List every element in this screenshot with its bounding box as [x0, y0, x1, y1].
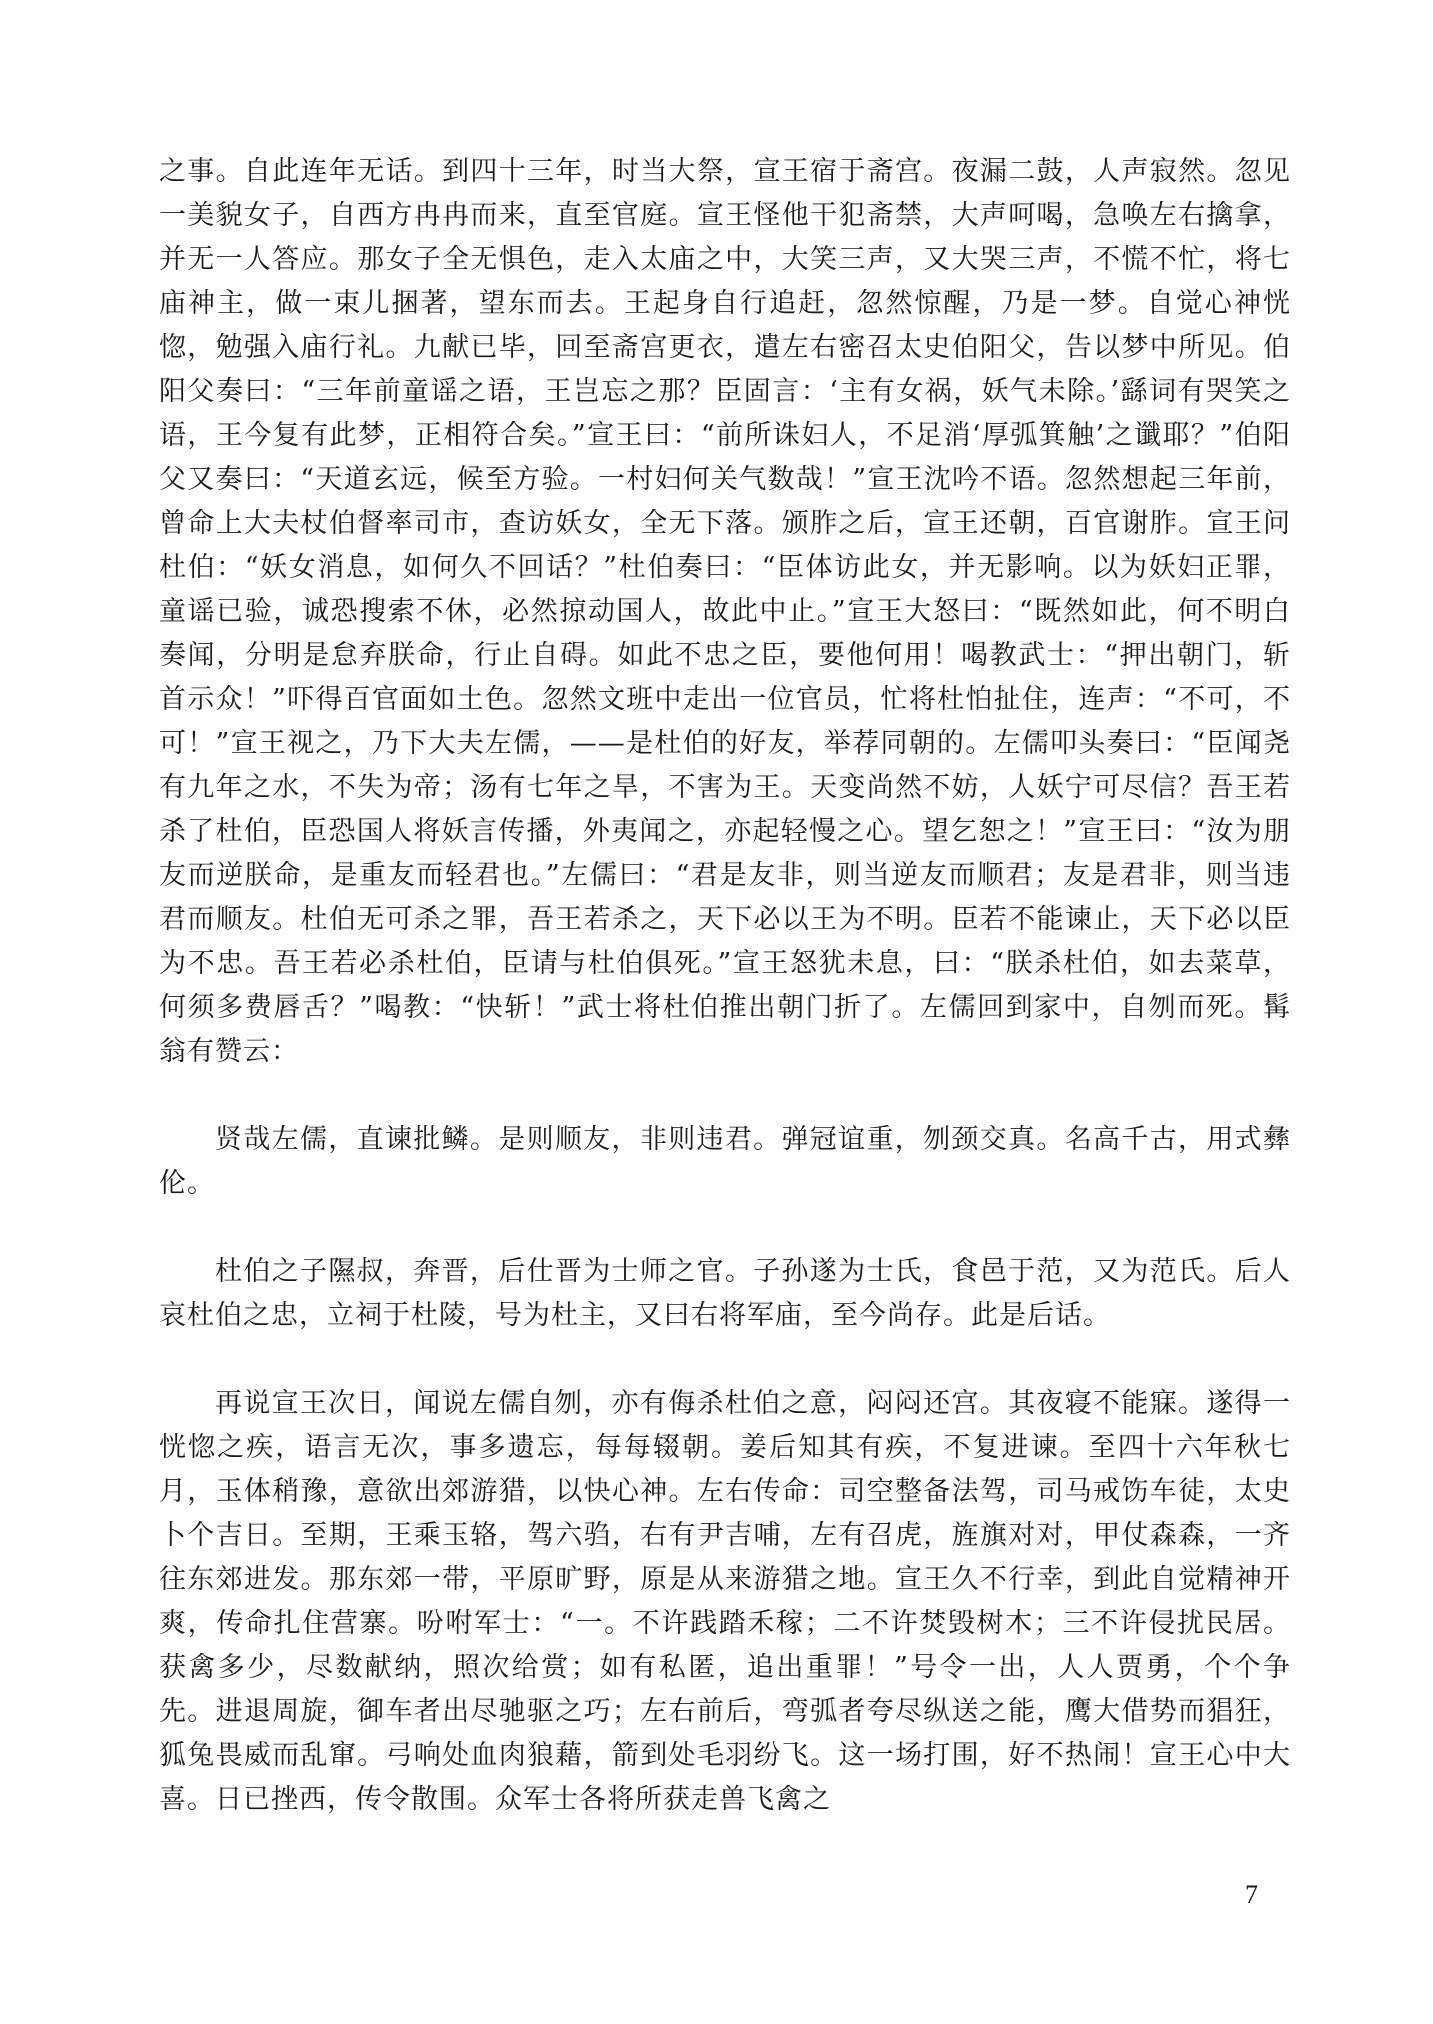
- paragraph-dream-story: 之事。自此连年无话。到四十三年，时当大祭，宣王宿于斋宫。夜漏二鼓，人声寂然。忽见一美貌女子，自西方冉冉而来，直至官庭。宣王怪他干犯斋禁，大声呵喝，急唤左右擒拿，并无一人答应。那女子全无惧色，走入太庙之中，大笑三声，又大哭三声，不慌不忙，将七庙神主，做一束儿捆著，望东而去。王起身自行追赶，忽然惊醒，乃是一梦。自觉心神恍惚，勉强入庙行礼。九献已毕，回至斋宫更衣，遣左右密召太史伯阳父，告以梦中所见。伯阳父奏曰：“三年前童谣之语，王岂忘之那？臣固言：‘主有女祸，妖气未除。’繇词有哭笑之语，王今复有此梦，正相符合矣。”宣王曰：“前所诛妇人，不足消‘厚弧箕触’之谶耶？”伯阳父又奏曰：“天道玄远，候至方验。一村妇何关气数哉！”宣王沈吟不语。忽然想起三年前，曾命上大夫杖伯督率司市，查访妖女，全无下落。颁胙之后，宣王还朝，百官谢胙。宣王问杜伯：“妖女消息，如何久不回话？”杜伯奏曰：“臣体访此女，并无影响。以为妖妇正罪，童谣已验，诚恐搜索不休，必然掠动国人，故此中止。”宣王大怒曰：“既然如此，何不明白奏闻，分明是怠弃朕命，行止自碍。如此不忠之臣，要他何用！喝教武士：“押出朝门，斩首示众！”吓得百官面如土色。忽然文班中走出一位官员，忙将杜怕扯住，连声：“不可，不可！”宣王视之，乃下大夫左儒，——是杜伯的好友，举荐同朝的。左儒叩头奏曰：“臣闻尧有九年之水，不失为帝；汤有七年之旱，不害为王。天变尚然不妨，人妖宁可尽信？吾王若杀了杜伯，臣恐国人将妖言传播，外夷闻之，亦起轻慢之心。望乞恕之！”宣王曰：“汝为朋友而逆朕命，是重友而轻君也。”左儒曰：“君是友非，则当逆友而顺君；友是君非，则当违君而顺友。杜伯无可杀之罪，吾王若杀之，天下必以王为不明。臣若不能谏止，天下必以臣为不忠。吾王若必杀杜伯，臣请与杜伯俱死。”宣王怒犹未息，曰：“朕杀杜伯，如去菜草，何须多费唇舌？”喝教：“快斩！”武士将杜伯推出朝门折了。左儒回到家中，自刎而死。髯翁有赞云：: [159, 156, 1291, 1067]
- paragraph-royal-hunt: 再说宣王次日，闻说左儒自刎，亦有侮杀杜伯之意，闷闷还宫。其夜寝不能寐。遂得一恍惚之疾，语言无次，事多遗忘，每每辍朝。姜后知其有疾，不复进谏。至四十六年秋七月，玉体稍豫，意欲出郊游猎，以快心神。左右传命：司空整备法驾，司马戒饬车徒，太史卜个吉日。至期，王乘玉辂，驾六驺，右有尹吉哺，左有召虎，旌旗对对，甲仗森森，一齐往东郊进发。那东郊一带，平原旷野，原是从来游猎之地。宣王久不行幸，到此自觉精神开爽，传命扎住营寨。吩咐军士：“一。不许践踏禾稼；二不许焚毁树木；三不许侵扰民居。获禽多少，尽数献纳，照次给赏；如有私匿，追出重罪！”号令一出，人人贾勇，个个争先。进退周旋，御车者出尽驰驱之巧；左右前后，弯弧者夸尽纵送之能，鹰大借势而猖狂，狐兔畏威而乱窜。弓响处血肉狼藉，箭到处毛羽纷飞。这一场打围，好不热闹！宣王心中大喜。日已挫西，传令散围。众军士各将所获走兽飞禽之: [159, 1388, 1291, 1815]
- paragraph-du-bo-descendants: 杜伯之子隰叔，奔晋，后仕晋为士师之官。子孙遂为士氏，食邑于范，又为范氏。后人哀杜伯之忠，立祠于杜陵，号为杜主，又曰右将军庙，至今尚存。此是后话。: [159, 1256, 1291, 1331]
- document-body: [159, 150, 1291, 1822]
- paragraph-eulogy-verse: 贤哉左儒，直谏批鳞。是则顺友，非则违君。弹冠谊重，刎颈交真。名高千古，用式彝伦。: [159, 1124, 1291, 1199]
- page-number: 7: [1245, 1880, 1258, 1909]
